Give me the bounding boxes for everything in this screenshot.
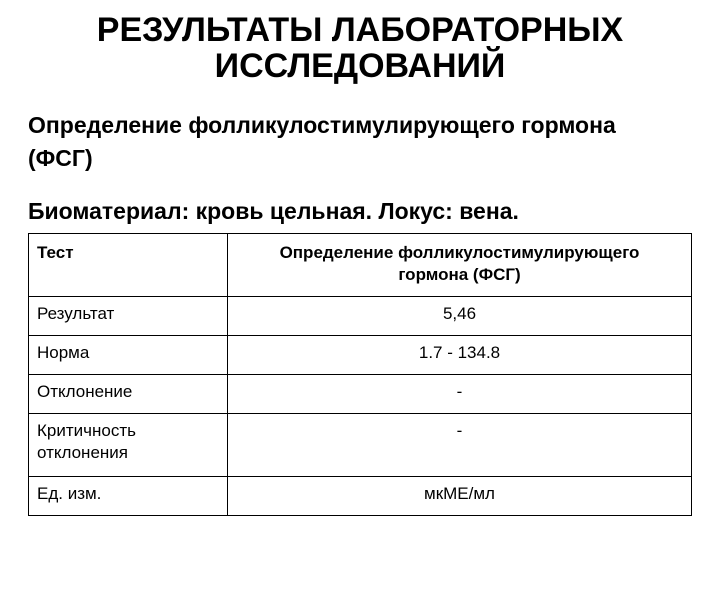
table-row-result	[29, 297, 692, 336]
row-label: Отклонение	[29, 375, 228, 414]
row-value: 5,46	[228, 297, 692, 336]
biomaterial-heading: Биоматериал: кровь цельная. Локус: вена.	[28, 198, 519, 224]
test-name-line1: Определение фолликулостимулирующего гормона	[28, 112, 616, 138]
row-label	[29, 414, 228, 477]
page-title-line1: РЕЗУЛЬТАТЫ ЛАБОРАТОРНЫХ	[96, 11, 624, 49]
page-title	[0, 12, 720, 84]
row-label-line1: Критичность	[37, 421, 136, 440]
header-value-cell	[228, 234, 692, 297]
results-table	[28, 233, 692, 516]
row-value: -	[228, 414, 692, 477]
table-row-criticality	[29, 414, 692, 477]
table-row-norm	[29, 336, 692, 375]
row-label: Результат	[29, 297, 228, 336]
row-value: мкМЕ/мл	[228, 477, 692, 516]
header-value-line1: Определение фолликулостимулирующего	[279, 243, 640, 262]
row-label: Норма	[29, 336, 228, 375]
table-header-row	[29, 234, 692, 297]
test-name-line2: (ФСГ)	[28, 145, 93, 171]
row-label: Ед. изм.	[29, 477, 228, 516]
page-title-line2: ИССЛЕДОВАНИЙ	[214, 47, 506, 85]
test-name-heading	[28, 109, 708, 175]
header-label-cell: Тест	[29, 234, 228, 297]
table-row-units	[29, 477, 692, 516]
row-label-line2: отклонения	[37, 443, 128, 462]
header-value-line2: гормона (ФСГ)	[398, 265, 521, 284]
table-row-deviation	[29, 375, 692, 414]
row-value: -	[228, 375, 692, 414]
row-value: 1.7 - 134.8	[228, 336, 692, 375]
